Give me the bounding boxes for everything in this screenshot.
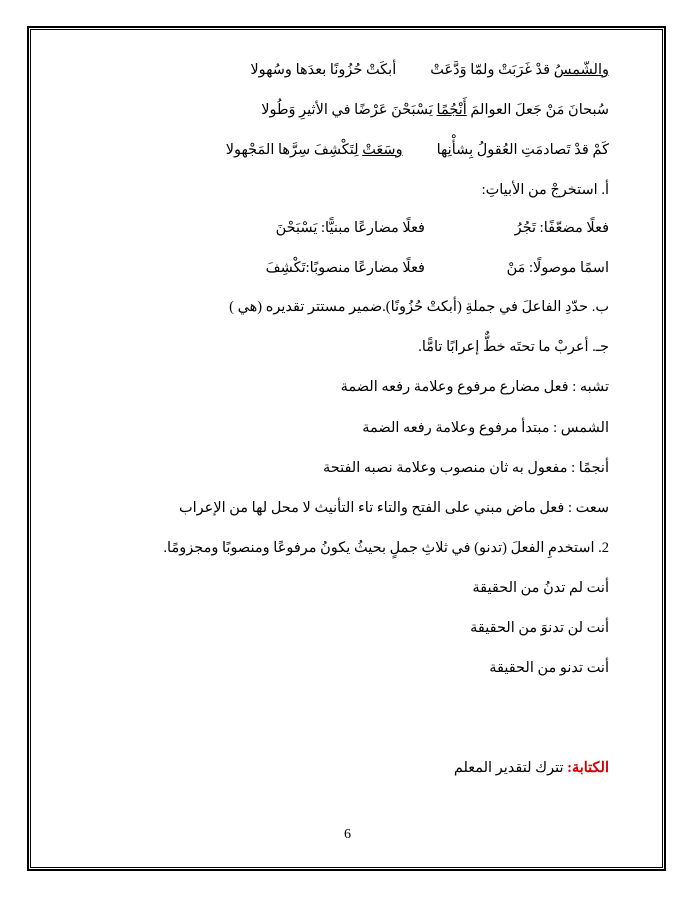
writing-text: تترك لتقدير المعلم xyxy=(453,760,568,776)
sentence-item: أنت لن تدنوَ من الحقيقة xyxy=(470,620,609,636)
parsing-item: تشبه : فعل مضارع مرفوع وعلامة رفعه الضمة xyxy=(340,379,609,395)
verse-1-first-hemistich: والشّمسُ قدْ غَرَبَتْ ولمّا وَدَّعَتْ xyxy=(430,62,609,78)
writing-label: الكتابة: xyxy=(567,760,609,776)
parsing-item: سعت : فعل ماض مبني على الفتح والتاء تاء التأنيث لا محل لها من الإعراب xyxy=(179,500,609,516)
parsing-item: أنجمًا : مفعول به ثان منصوب وعلامة نصبه الفتحة xyxy=(322,460,609,476)
question-b: ب. حدّدِ الفاعلَ في جملةِ (أبكتْ حُزُونًا).ضمير مستتر تقديره (هي ) xyxy=(229,299,609,315)
extract-row-1: فعلًا مضعّفًا: تَجُرُ فعلًا مضارعًا مبنيًّا: يَسْبَحْنَ xyxy=(275,220,609,236)
verse-1 xyxy=(250,60,609,80)
verse-3-second-hemistich: وسَعَتْ لِتَكْشِفَ سِرَّها المَجْهولا xyxy=(225,142,403,158)
parsing-item: الشمس : مبتدأ مرفوع وعلامة رفعه الضمة xyxy=(362,420,609,436)
page-number: 6 xyxy=(344,827,351,842)
verse-3 xyxy=(226,140,609,160)
question-c: جـ. أعربْ ما تحتَه خطٌّ إعرابًا تامًّا. xyxy=(418,339,609,355)
writing-section xyxy=(454,758,609,778)
verse-2: سُبحانَ مَنْ جَعلَ العوالمَ أَنْجُمًا يَسْبَحْنَ عَرْضًا في الأثيرِ وَطُولا xyxy=(261,102,609,118)
sentence-item: أنت لم تدنُ من الحقيقة xyxy=(472,580,609,596)
question-a: أ. استخرجْ من الأبياتِ: xyxy=(481,182,609,198)
question-2: 2. استخدمِ الفعلَ (تدنو) في ثلاثِ جملٍ بحيثُ يكونُ مرفوعًا ومنصوبًا ومجزومًا. xyxy=(163,540,609,556)
verse-3-first-hemistich: كَمْ قدْ تَصادمَتِ العُقولُ بِشأْنِها xyxy=(436,142,609,158)
verse-1-second-hemistich: أبكَتْ حُزُونًا بعدَها وسُهولا xyxy=(250,62,397,78)
sentence-item: أنت تدنو من الحقيقة xyxy=(489,660,609,676)
extract-row-2: اسمًا موصولًا: مَنْ فعلًا مضارعًا منصوبًا:تَكْشِفَ xyxy=(265,260,609,276)
